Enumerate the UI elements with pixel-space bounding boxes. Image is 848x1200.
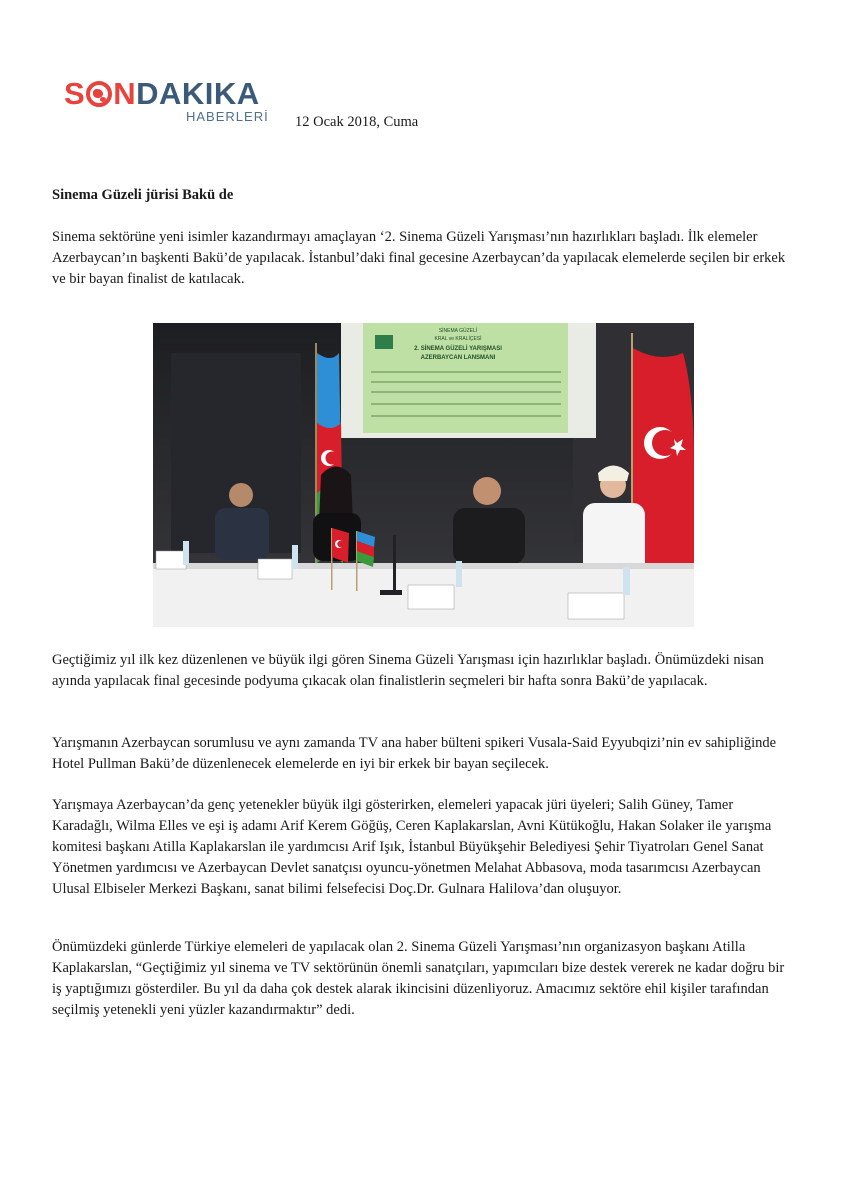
article-paragraph-4: Yarışmaya Azerbaycan’da genç yetenekler büyük ilgi gösterirken, elemeleri yapacak jüri üyeleri; Salih Güney, Tamer Karadağlı, Wilma Elles ve eşi iş adamı Arif Kerem Göğüş, Ceren Kaplakarslan, Avni Kütükoğlu, Hakan Solaker ile yarışma komitesi başkanı Atilla Kaplakarslan ile yardımcısı Arif Işık, İstanbul Büyükşehir Belediyesi Şehir Tiyatroları Genel Sanat Yönetmen yardımcısı ve Azerbaycan Devlet sanatçısı oyuncu-yönetmen Melahat Abbasova, moda tasarımcısı Azerbaycan Ulusal Elbiseler Merkezi Başkanı, sanat bilimi felsefecisi Doç.Dr. Gulnara Halilova’dan oluşuyor. bbox=[52, 797, 772, 897]
article-paragraph-1: Sinema sektörüne yeni isimler kazandırmayı amaçlayan ‘2. Sinema Güzeli Yarışması’nın hazırlıkları başladı. İlk elemeler Azerbaycan’ın başkenti Bakü’de yapılacak. İstanbul’daki final gecesine Azerbaycan’da yapılacak elemelerde seçilen bir erkek ve bir bayan finalist de katılacak. bbox=[52, 229, 786, 287]
logo-subtitle: HABERLERİ bbox=[186, 109, 269, 124]
site-logo[interactable] bbox=[64, 78, 274, 128]
screen-line-1: SİNEMA GÜZELİ bbox=[438, 328, 478, 334]
article-title: Sinema Güzeli jürisi Bakü de bbox=[52, 187, 234, 203]
projection-screen bbox=[341, 323, 596, 438]
screen-line-4: AZERBAYCAN LANSMANI bbox=[420, 355, 496, 361]
article-photo bbox=[153, 323, 694, 627]
press-conference-photo bbox=[153, 323, 694, 627]
publish-date: 12 Ocak 2018, Cuma bbox=[295, 114, 419, 130]
globe-icon bbox=[86, 81, 112, 107]
logo-dakika: DAKIKA bbox=[136, 76, 260, 111]
screen-line-2: KRAL ve KRALİÇESİ bbox=[434, 336, 482, 342]
screen-line-3: 2. SİNEMA GÜZELİ YARIŞMASI bbox=[414, 346, 502, 352]
logo-letter-n: N bbox=[113, 76, 137, 111]
logo-wordmark bbox=[64, 78, 260, 110]
article-paragraph-3: Yarışmanın Azerbaycan sorumlusu ve aynı zamanda TV ana haber bülteni spikeri Vusala-Said Eyyubqizi’nin ev sahipliğinde Hotel Pullman Bakü’de düzenlenecek elemelerde en iyi bir erkek bir bayan seçilecek. bbox=[52, 735, 777, 772]
article-paragraph-5: Önümüzdeki günlerde Türkiye elemeleri de yapılacak olan 2. Sinema Güzeli Yarışması’nın organizasyon başkanı Atilla Kaplakarslan, “Geçtiğimiz yıl sinema ve TV sektörünün önemli sanatçıları, yapımcıları bize destek vererek ne kadar doğru bir iş yaptığımızı gösterdiler. Bu yıl da daha çok destek alarak ikincisini düzenliyoruz. Amacımız sektöre ehil kişiler tarafından seçilmiş yetenekli yeni yüzler kazandırmaktır” dedi. bbox=[52, 939, 785, 1018]
article-paragraph-2: Geçtiğimiz yıl ilk kez düzenlenen ve büyük ilgi gören Sinema Güzeli Yarışması için hazırlıklar başladı. Önümüzdeki nisan ayında yapılacak final gecesinde podyuma çıkacak olan finalistlerin seçmeleri bir hafta sonra Bakü’de yapılacak. bbox=[52, 652, 764, 689]
logo-letter-s: S bbox=[64, 76, 86, 111]
